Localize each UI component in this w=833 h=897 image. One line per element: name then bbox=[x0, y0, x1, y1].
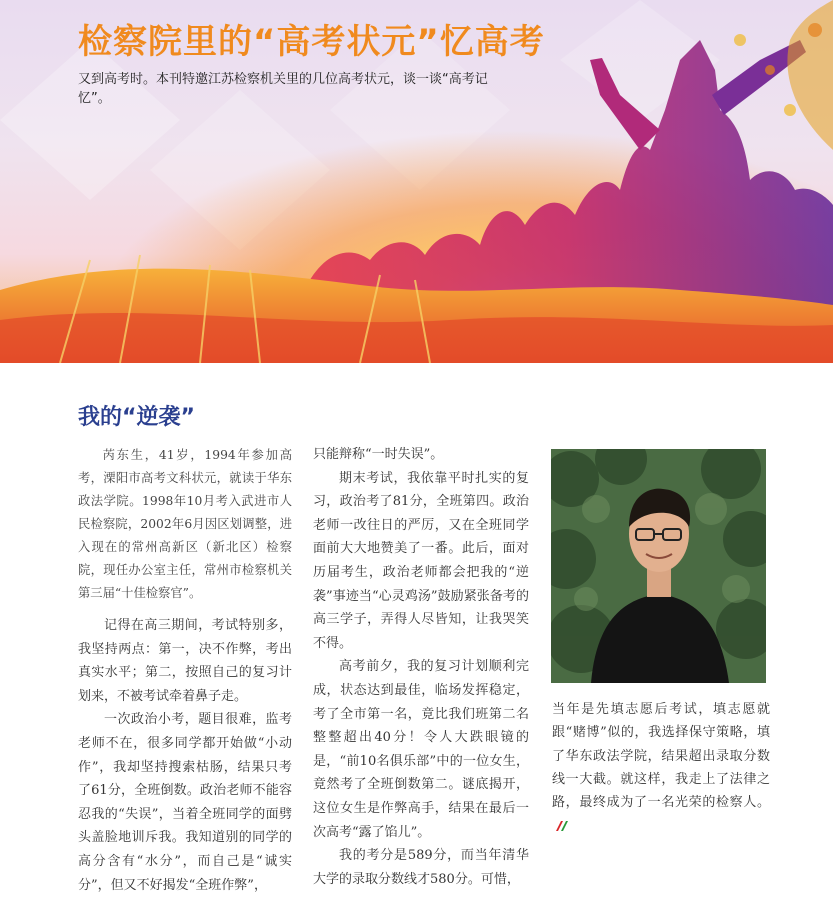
paragraph: 记得在高三期间，考试特别多，我坚持两点：第一，决不作弊，考出真实水平；第二，按照自己的复习计划来，不被考试牵着鼻子走。 bbox=[78, 618, 292, 704]
author-intro: 芮东生，41岁，1994年参加高考，溧阳市高考文科状元，就读于华东政法学院。1998年10月考入武进市人民检察院，2002年6月因区划调整，进入现在的常州高新区（新北区）检察院，现任办公室主任，常州市检察机关第三届“十佳检察官”。 bbox=[78, 448, 292, 600]
hero-banner bbox=[0, 0, 833, 363]
paragraph bbox=[552, 698, 770, 838]
article-column-2 bbox=[313, 443, 529, 891]
paragraph: 期末考试，我依靠平时扎实的复习，政治考了81分，全班第四。政治老师一改往日的严厉，又在全班同学面前大大地赞美了一番。此后，面对历届考生，政治老师都会把我的“逆袭”事迹当“心灵鸡汤”鼓励紧张备考的高三学子，弄得人尽皆知，让我哭笑不得。 bbox=[313, 470, 529, 651]
article-column-1 bbox=[78, 444, 292, 897]
banner-subtitle: 又到高考时。本刊特邀江苏检察机关里的几位高考状元，谈一谈“高考记忆”。 bbox=[78, 72, 488, 106]
paragraph: 一次政治小考，题目很难，监考老师不在，很多同学都开始做“小动作”，我却坚持搜索枯肠，结果只考了61分，全班倒数。政治老师不能容忍我的“失误”，当着全班同学的面劈头盖脸地训斥我。我知道别的同学的高分含有“水分”，而自己是“诚实分”，但又不好揭发“全班作弊”， bbox=[78, 712, 292, 893]
article-title: 我的“逆袭” bbox=[78, 405, 195, 430]
end-mark-icon bbox=[555, 820, 569, 832]
article-column-3 bbox=[552, 698, 770, 838]
closing-text: 当年是先填志愿后考试，填志愿就跟“赌博”似的，我选择保守策略，填了华东政法学院，结果超出录取分数线一大截。就这样，我走上了法律之路，最终成为了一名光荣的检察人。 bbox=[552, 702, 770, 811]
banner-title: 检察院里的“高考状元”忆高考 bbox=[78, 22, 545, 62]
paragraph: 高考前夕，我的复习计划顺利完成，状态达到最佳，临场发挥稳定，考了全市第一名，竟比我们班第二名整整超出40分！令人大跌眼镜的是，“前10名俱乐部”中的一位女生，竟然考了全班倒数第二。谜底揭开，这位女生是作弊高手，结果在最后一次高考“露了馅儿”。 bbox=[313, 659, 529, 840]
paragraph: 只能辩称“一时失误”。 bbox=[313, 447, 444, 462]
paragraph: 我的考分是589分，而当年清华大学的录取分数线才580分。可惜， bbox=[313, 848, 529, 887]
author-photo bbox=[551, 449, 766, 683]
